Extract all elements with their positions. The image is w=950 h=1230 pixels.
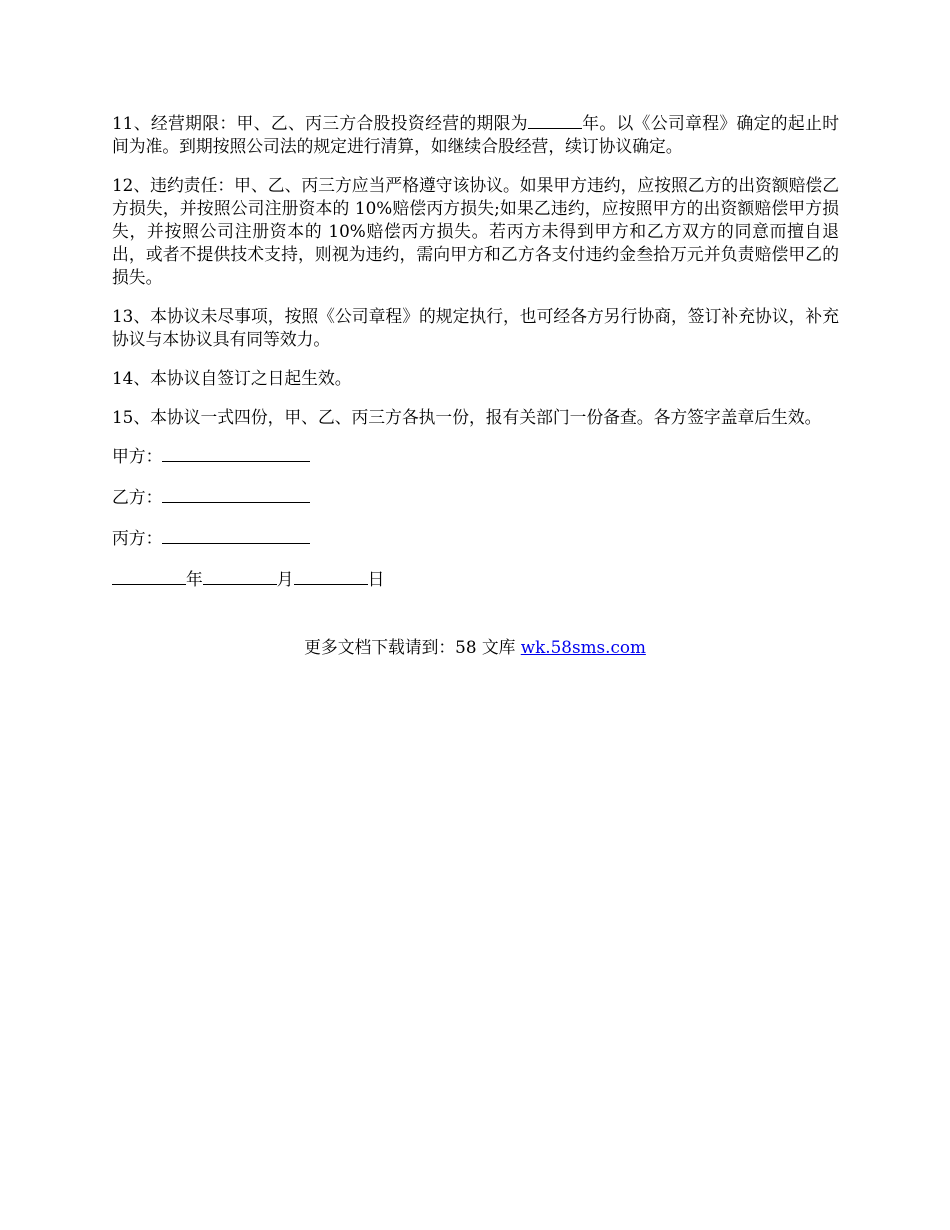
year-label: 年 <box>186 569 203 589</box>
day-blank <box>294 568 368 585</box>
clause-11-text-before: 11、经营期限：甲、乙、丙三方合股投资经营的期限为 <box>112 113 528 133</box>
party-a-label: 甲方： <box>112 446 163 466</box>
party-a-signature-line <box>162 445 310 462</box>
signature-party-a <box>112 445 839 468</box>
clause-11-text-after: 年。以《公司章程》确定的起止时间为准。到期按照公司法的规定进行清算，如继续合股经营，续订协议确定。 <box>112 113 839 156</box>
date-line <box>112 568 839 591</box>
month-label: 月 <box>276 569 294 589</box>
clause-13: 13、本协议未尽事项，按照《公司章程》的规定执行，也可经各方另行协商，签订补充协议，补充协议与本协议具有同等效力。 <box>112 306 839 349</box>
download-footer <box>0 636 950 659</box>
party-b-signature-line <box>162 486 310 503</box>
clause-14: 14、本协议自签订之日起生效。 <box>112 368 352 388</box>
day-label: 日 <box>367 569 385 589</box>
term-years-blank <box>528 112 582 129</box>
clause-15: 15、本协议一式四份，甲、乙、丙三方各执一份，报有关部门一份备查。各方签字盖章后生效。 <box>112 407 822 427</box>
signature-party-b <box>112 486 839 509</box>
year-blank <box>112 568 186 585</box>
month-blank <box>203 568 277 585</box>
footer-link[interactable]: wk.58sms.com <box>520 637 646 657</box>
party-c-label: 丙方： <box>112 528 163 548</box>
clause-11 <box>112 112 839 158</box>
party-b-label: 乙方： <box>112 487 163 507</box>
document-body <box>112 112 839 609</box>
footer-text: 更多文档下载请到：58 文库 <box>304 637 521 657</box>
signature-party-c <box>112 527 839 550</box>
party-c-signature-line <box>162 527 310 544</box>
clause-12: 12、违约责任：甲、乙、丙三方应当严格遵守该协议。如果甲方违约，应按照乙方的出资额赔偿乙方损失，并按照公司注册资本的 10%赔偿丙方损失;如果乙违约，应按照甲方的出资额赔偿甲方损失，并按照公司注册资本的 10%赔偿丙方损失。若丙方未得到甲方和乙方双方的同意而擅自退出，或者不提供技术支持，则视为违约，需向甲方和乙方各支付违约金叁拾万元并负责赔偿甲乙的损失。 <box>112 175 839 287</box>
